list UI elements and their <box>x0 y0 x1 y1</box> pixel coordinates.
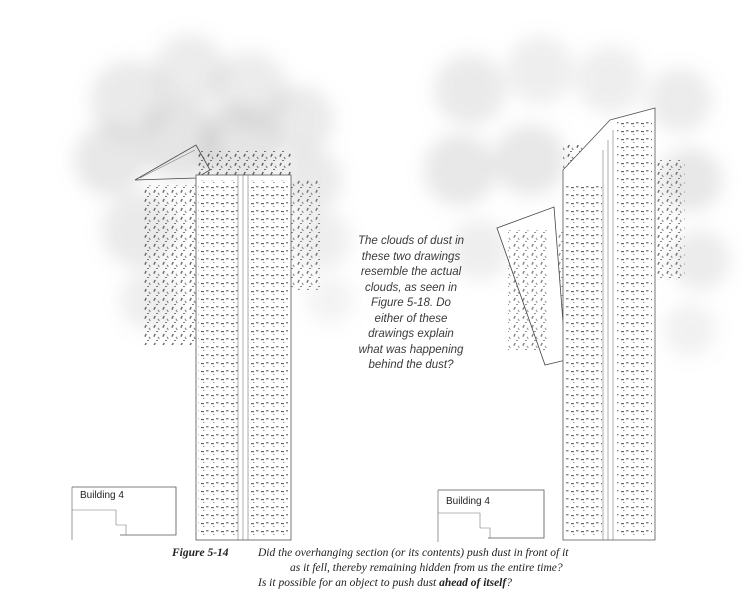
right-falling-section <box>497 207 566 365</box>
annotation-line: either of these <box>374 312 448 325</box>
annotation-line: these two drawings <box>361 250 461 263</box>
right-tower <box>563 108 655 540</box>
caption-line-3 <box>258 576 512 591</box>
caption-line-1: Did the overhanging section (or its contents) push dust in front of it <box>258 547 569 559</box>
caption-line-2: as it fell, thereby remaining hidden from us the entire time? <box>290 562 563 574</box>
caption-line-3-prefix: Is it possible for an object to push dust <box>258 577 440 589</box>
left-tower <box>196 175 291 540</box>
annotation-line: clouds, as seen in <box>364 281 458 294</box>
right-building-label: Building 4 <box>446 496 490 507</box>
center-annotation <box>336 234 486 374</box>
annotation-line: what was happening <box>358 343 464 356</box>
annotation-line: drawings explain <box>368 328 454 340</box>
figure-label: Figure 5-14 <box>172 547 229 559</box>
annotation-line: Figure 5-18. Do <box>371 297 451 309</box>
annotation-line: The clouds of dust in <box>357 235 465 247</box>
caption-line-3-suffix: ? <box>506 577 512 589</box>
annotation-line: resemble the actual <box>360 266 462 278</box>
caption-emphasis: ahead of itself <box>439 577 507 589</box>
annotation-line: behind the dust? <box>368 359 454 371</box>
left-building-label: Building 4 <box>80 490 124 501</box>
